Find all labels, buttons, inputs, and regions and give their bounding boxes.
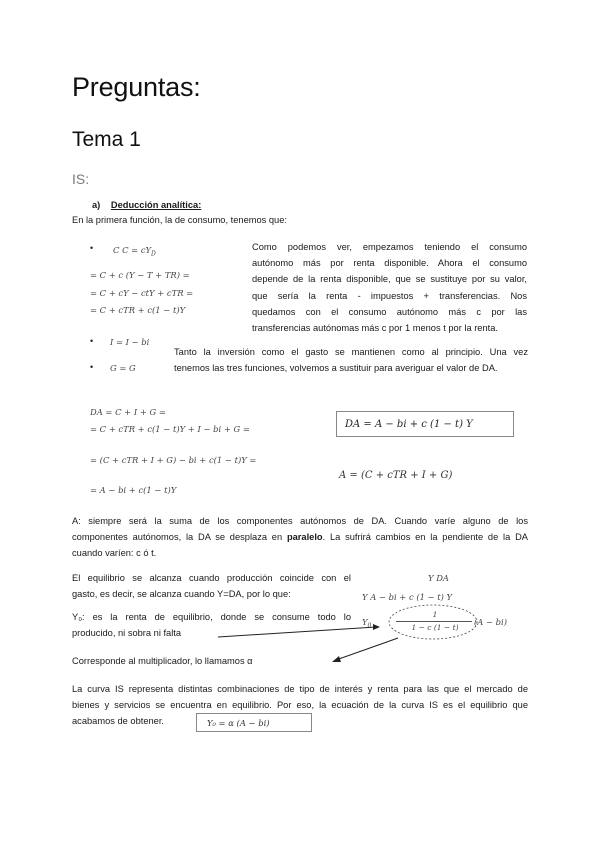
inversion-eq: I = I − bi (110, 337, 150, 347)
frac-num: 1 (432, 610, 438, 619)
subsection-title: IS: (72, 171, 90, 187)
consumo-eq-4: = C + cTR + c(1 − t)Y (90, 305, 186, 315)
is-equation-box: Y₀ = α (A − bi) (196, 713, 312, 732)
a-paragraph: A: siempre será la suma de los componentes autónomos de DA. Cuando varíe alguno de los componentes autónomos, la DA se desplaza en paralelo. La sufrirá cambios en la pendiente de la DA cuando varíen: c ó t. (72, 516, 529, 559)
da-eq-1: DA = C + I + G = (90, 407, 166, 417)
inversion-paragraph: Tanto la inversión como el gasto se mantienen como al principio. Una vez tenemos las tres funciones, volvemos a sustituir para averiguar el valor de DA. (174, 347, 528, 374)
subsection-heading: Deducción analítica: (110, 200, 202, 210)
gasto-eq: G = G (110, 363, 136, 373)
consumo-paragraph: Como podemos ver, empezamos teniendo el consumo autónomo más por renta disponible. Ahora el consumo depende de la renta disponible, que se sustituye por su valor, que sería la renta - impuestos + transferencias. Nos quedamos con el consumo autónomo más c por las transferencias autónomas más c por 1 menos t por la renta. (252, 242, 527, 334)
section-title: Tema 1 (72, 128, 141, 151)
y0-arrowhead (373, 624, 380, 630)
bullet: • (90, 362, 94, 372)
page-title: Preguntas: (72, 72, 201, 102)
da-result-box: DA = A − bi + c (1 − t) Y (336, 411, 514, 437)
da-eq-4: = A − bi + c(1 − t)Y (90, 485, 177, 495)
consumo-eq-3: = C + cY − ctY + cTR = (90, 288, 194, 298)
eq-right-tail: (A − bi) (474, 617, 507, 627)
frac-den: 1 − c (1 − t) (411, 623, 459, 632)
a-definition: A = (C + cTR + I + G) (339, 470, 453, 481)
da-eq-2: = C + cTR + c(1 − t)Y + I − bi + G = (90, 424, 250, 434)
multiplicador-text: Corresponde al multiplicador, lo llamamos α (72, 656, 253, 666)
consumo-eq-1: C $C = cY_D$ (113, 245, 156, 258)
da-eq-3: = (C + cTR + I + G) − bi + c(1 − t)Y = (90, 455, 257, 465)
bullet: • (90, 336, 94, 346)
bullet: • (90, 243, 94, 253)
y0-paragraph: Y₀: es la renta de equilibrio, donde se consume todo lo producido, ni sobra ni falta (72, 612, 351, 639)
is-paragraph: La curva IS representa distintas combinaciones de tipo de interés y renta para las que el mercado de bienes y servicios se encuentra en equilibrio. Por eso, la ecuación de la curva IS es el equilibrio que acabamos de obtener. (72, 684, 528, 727)
eq-right-top: Y DA (428, 573, 449, 583)
intro-paragraph: En la primera función, la de consumo, tenemos que: (72, 215, 287, 225)
paralelo-bold: paralelo (286, 532, 323, 543)
equilibrium-paragraph: El equilibrio se alcanza cuando producción coincide con el gasto, es decir, se alcanza cuando Y=DA, por lo que: (72, 573, 351, 600)
subsection-letter: a) (92, 200, 101, 210)
eq-right-y0: $Y_0$ (362, 617, 372, 630)
consumo-eq-2: = C + c (Y − T + TR) = (90, 270, 190, 280)
multiplier-ellipse (389, 605, 477, 639)
multiplier-arrowhead (332, 656, 341, 662)
eq-right-mid: Y A − bi + c (1 − t) Y (362, 592, 453, 602)
